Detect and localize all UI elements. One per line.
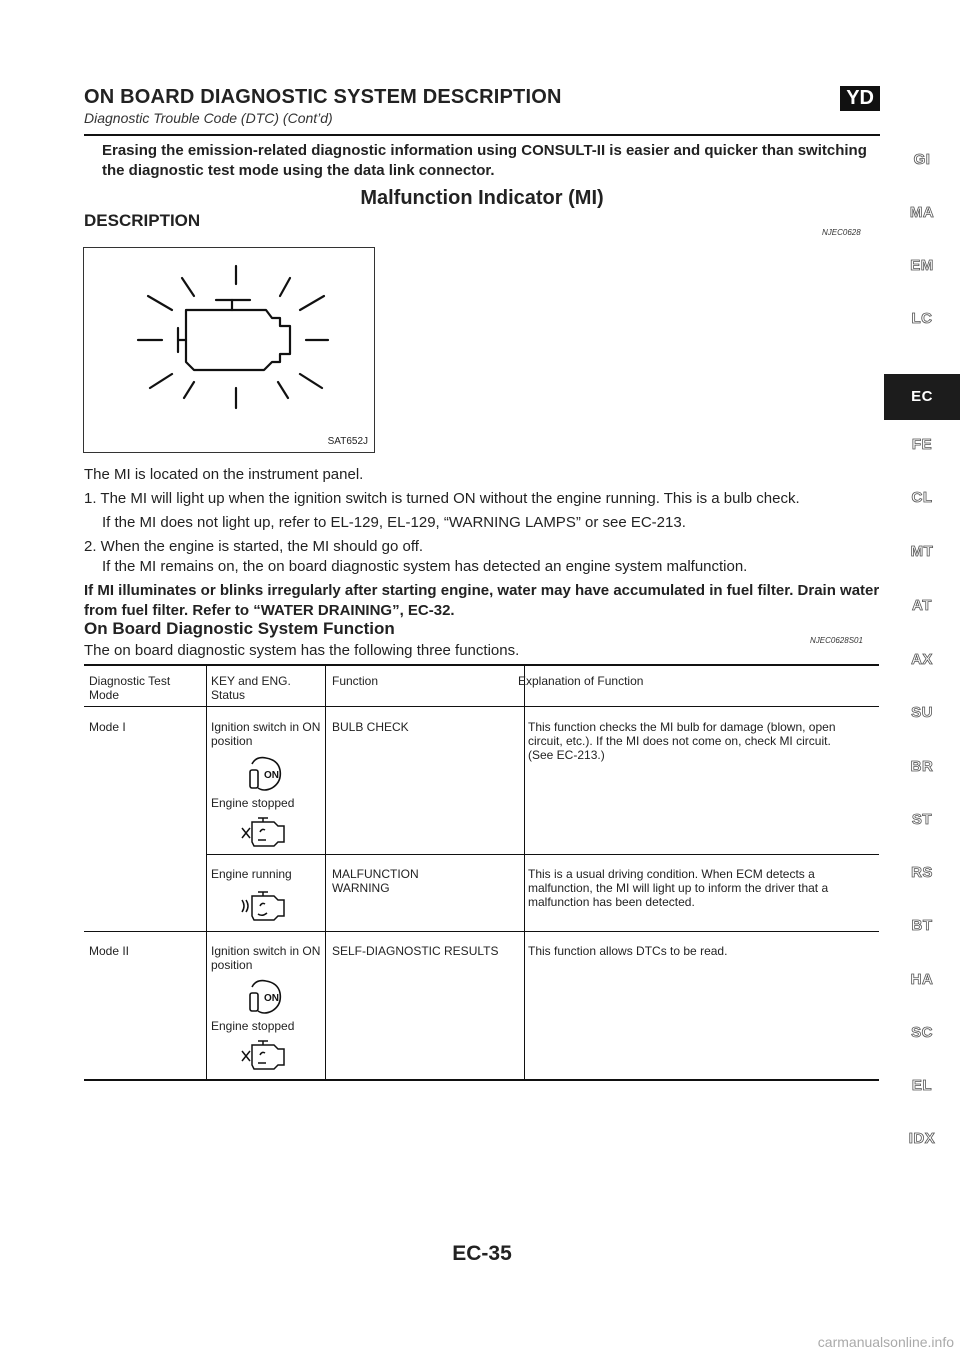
list-item-1: 1. The MI will light up when the ignition switch is turned ON without the engine running. This is a bulb check.	[84, 490, 800, 507]
index-tab-mt[interactable]: MT	[910, 543, 934, 560]
index-tab-cl[interactable]: CL	[911, 489, 933, 506]
status-cell: Engine stopped	[211, 796, 295, 810]
index-tab-at[interactable]: AT	[912, 597, 932, 614]
engine-stopped-icon	[238, 814, 292, 848]
ignition-key-icon	[242, 754, 288, 794]
warning-note: If MI illuminates or blinks irregularly after starting engine, water may have accumulated in fuel filter. Drain water from fuel filter. Refer to “WATER DRAINING”, EC-32.	[84, 582, 880, 619]
function-table	[84, 664, 879, 1081]
function-reference-code: NJEC0628S01	[810, 636, 863, 645]
engine-running-icon	[238, 888, 292, 922]
column-header: Function	[332, 674, 379, 688]
column-rule	[206, 664, 207, 1081]
description-heading: DESCRIPTION	[84, 211, 201, 230]
function-cell: MALFUNCTION WARNING	[332, 867, 419, 895]
index-tab-gi[interactable]: GI	[913, 151, 931, 168]
table-bottom-rule	[84, 1079, 879, 1081]
section-index	[884, 0, 960, 1358]
column-header: Explanation of Function	[518, 674, 644, 688]
index-tab-ax[interactable]: AX	[911, 651, 933, 668]
list-item-2: 2. When the engine is started, the MI should go off.	[84, 538, 424, 555]
status-cell: Engine stopped	[211, 1019, 295, 1033]
index-tab-bt[interactable]: BT	[911, 917, 933, 934]
index-tab-ec[interactable]: EC	[884, 374, 960, 420]
engine-warning-icon	[84, 248, 376, 454]
index-tab-el[interactable]: EL	[911, 1077, 933, 1094]
mode-cell: Mode I	[89, 720, 126, 734]
list-item-2-sub: If the MI remains on, the on board diagnostic system has detected an engine system malfunction.	[102, 558, 748, 575]
explanation-cell: This function checks the MI bulb for damage (blown, open circuit, etc.). If the MI does not come on, check MI circuit. (See EC-213.)	[528, 720, 836, 762]
index-tab-sc[interactable]: SC	[911, 1024, 933, 1041]
index-tab-ma[interactable]: MA	[909, 204, 935, 221]
index-tab-rs[interactable]: RS	[911, 864, 933, 881]
model-badge: YD	[840, 86, 880, 111]
key-on-label: ON	[264, 770, 279, 781]
table-top-rule	[84, 664, 879, 666]
page-header	[84, 86, 880, 126]
column-header: KEY and ENG. Status	[211, 674, 291, 702]
index-tab-st[interactable]: ST	[911, 811, 933, 828]
row-rule	[84, 931, 879, 932]
function-heading: On Board Diagnostic System Function	[84, 619, 395, 638]
mi-figure	[83, 247, 375, 453]
page-subtitle: Diagnostic Trouble Code (DTC) (Cont’d)	[84, 110, 333, 126]
index-tab-ha[interactable]: HA	[910, 971, 934, 988]
explanation-cell: This is a usual driving condition. When ECM detects a malfunction, the MI will light up to inform the driver that a malfunction has been detected.	[528, 867, 829, 909]
status-cell: Engine running	[211, 867, 292, 881]
intro-paragraph: Erasing the emission-related diagnostic information using CONSULT-II is easier and quicker than switching the diagnostic test mode using the data link connector.	[102, 142, 867, 179]
mi-location-text: The MI is located on the instrument panel.	[84, 466, 364, 483]
explanation-cell: This function allows DTCs to be read.	[528, 944, 728, 958]
page-title: ON BOARD DIAGNOSTIC SYSTEM DESCRIPTION	[84, 86, 562, 108]
section-title: Malfunction Indicator (MI)	[360, 187, 604, 209]
page-number: EC-35	[452, 1242, 512, 1265]
reference-code: NJEC0628	[822, 228, 861, 237]
header-divider	[84, 134, 880, 136]
row-rule	[206, 854, 879, 855]
index-tab-br[interactable]: BR	[910, 758, 934, 775]
index-tab-idx[interactable]: IDX	[908, 1130, 936, 1147]
engine-stopped-icon	[238, 1037, 292, 1071]
list-item-1-sub: If the MI does not light up, refer to EL-129, EL-129, “WARNING LAMPS” or see EC-213.	[102, 514, 686, 531]
column-rule	[524, 664, 525, 1081]
mode-cell: Mode II	[89, 944, 130, 958]
column-header: Diagnostic Test Mode	[89, 674, 171, 702]
index-tab-su[interactable]: SU	[911, 704, 933, 721]
index-tab-em[interactable]: EM	[910, 257, 934, 274]
ignition-key-icon	[242, 977, 288, 1017]
status-cell: Ignition switch in ON position	[211, 944, 321, 972]
key-on-label: ON	[264, 993, 279, 1004]
index-tab-lc[interactable]: LC	[911, 310, 933, 327]
column-rule	[325, 664, 326, 1081]
index-tab-fe[interactable]: FE	[911, 436, 933, 453]
function-intro: The on board diagnostic system has the following three functions.	[84, 642, 520, 659]
function-cell: SELF-DIAGNOSTIC RESULTS	[332, 944, 499, 958]
function-cell: BULB CHECK	[332, 720, 409, 734]
header-rule	[84, 706, 879, 707]
footer-watermark: carmanualsonline.info	[817, 1334, 954, 1350]
status-cell: Ignition switch in ON position	[211, 720, 321, 748]
figure-label: SAT652J	[327, 436, 368, 447]
